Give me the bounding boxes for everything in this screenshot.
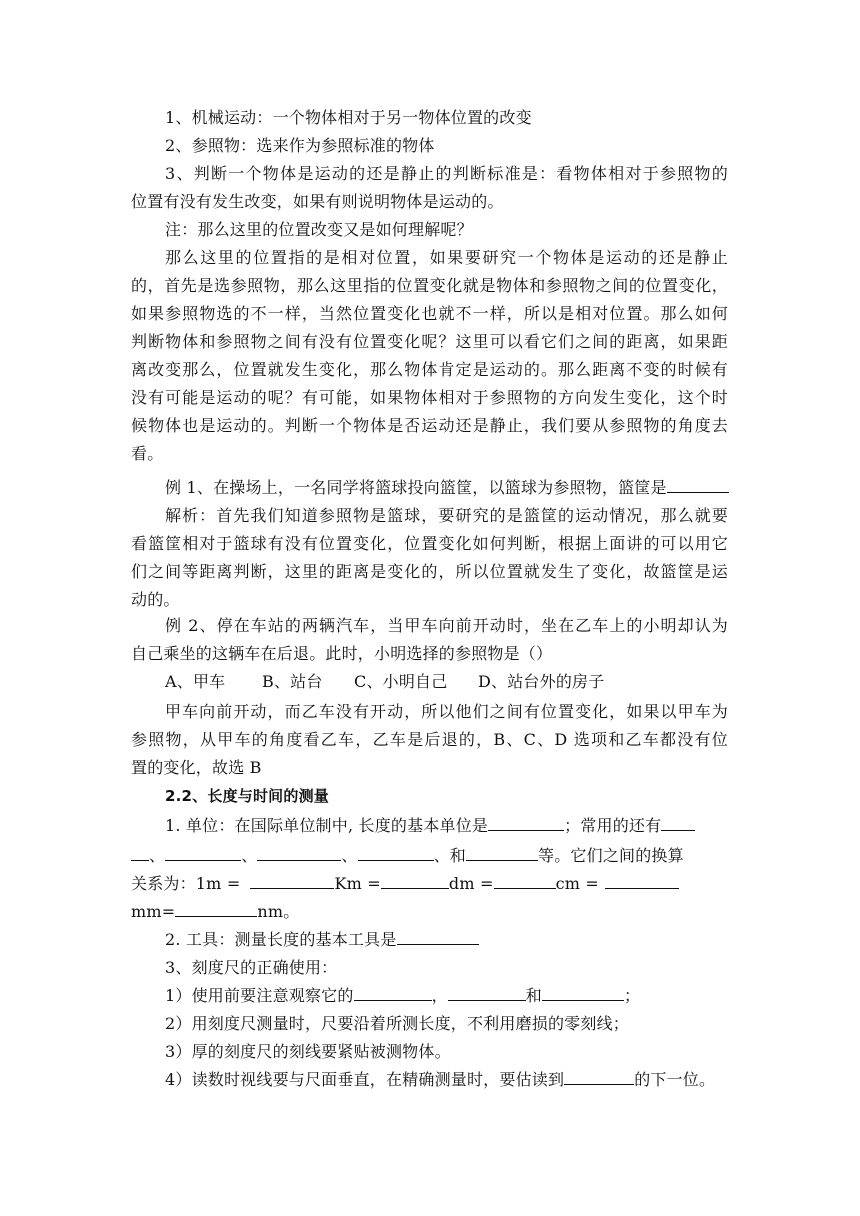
cm-unit: cm =	[555, 874, 600, 893]
division-blank[interactable]	[448, 986, 526, 1001]
example2-analysis-line: 置的变化，故选 B	[131, 758, 262, 777]
unit-line-1b-text: ；常用的还有	[564, 816, 662, 835]
section-heading: 2.2、长度与时间的测量	[165, 787, 329, 805]
unit-line-2	[131, 846, 684, 866]
common-unit-blank-1b[interactable]	[131, 846, 149, 861]
ruler-item-4-text: 4）读数时视线要与尺面垂直，在精确测量时，要估读到	[165, 1070, 565, 1089]
example1-analysis-line: 看篮筐相对于篮球有没有位置变化，位置变化如何判断，根据上面讲的可以用它	[131, 534, 728, 553]
km-blank[interactable]	[250, 874, 334, 889]
example2-analysis-line: 参照物，从甲车的角度看乙车，乙车是后退的，B、C、D 选项和乙车都没有位	[131, 730, 728, 749]
intro-line-3: 3、判断一个物体是运动的还是静止的判断标准是：看物体相对于参照物的	[165, 164, 728, 183]
explanation-line: 没有可能是运动的呢？有可能，如果物体相对于参照物的方向发生变化，这个时	[131, 388, 728, 407]
dm-unit: dm =	[448, 874, 494, 893]
intro-line-4: 位置有没有发生改变，如果有则说明物体是运动的。	[131, 192, 504, 211]
common-unit-blank-4[interactable]	[358, 846, 434, 861]
separator: 、	[149, 846, 166, 865]
conversion-prefix: 关系为：1m =	[131, 874, 241, 893]
intro-line-1: 1、机械运动：一个物体相对于另一物体位置的改变	[165, 108, 532, 127]
ruler-heading: 3、刻度尺的正确使用：	[165, 958, 338, 977]
unit-line-1-text: 1. 单位：在国际单位制中, 长度的基本单位是	[165, 816, 489, 835]
answer-blank[interactable]	[667, 478, 729, 493]
example2-question-line: 自己乘坐的这辆车在后退。此时，小明选择的参照物是（）	[131, 644, 553, 663]
common-unit-blank-1a[interactable]	[661, 816, 695, 831]
mm-blank[interactable]	[605, 874, 679, 889]
ruler-item-3: 3）厚的刻度尺的刻线要紧贴被测物体。	[165, 1042, 451, 1061]
option-a: A、甲车	[165, 672, 226, 691]
unit-line-2-end: 等。它们之间的换算	[538, 846, 684, 865]
tool-blank[interactable]	[397, 930, 479, 945]
ruler-item-1	[165, 986, 640, 1006]
separator: 、和	[433, 846, 467, 865]
km-unit: Km =	[334, 874, 381, 893]
note-line: 注：那么这里的位置改变又是如何理解呢？	[165, 220, 473, 239]
ruler-item-4-end: 的下一位。	[634, 1070, 716, 1089]
ruler-item-2: 2）用刻度尺测量时，尺要沿着所测长度，不利用磨损的零刻线；	[165, 1014, 629, 1033]
common-unit-blank-5[interactable]	[466, 846, 538, 861]
nm-blank[interactable]	[175, 902, 257, 917]
example2-question-line: 例 2、停在车站的两辆汽车，当甲车向前开动时，坐在乙车上的小明却认为	[165, 616, 728, 635]
explanation-line: 判断物体和参照物之间有没有位置变化呢？这里可以看它们之间的距离，如果距	[131, 332, 728, 351]
separator: ，	[431, 986, 448, 1005]
mm-unit: mm=	[131, 902, 176, 921]
range-blank[interactable]	[354, 986, 432, 1001]
example1-analysis-line: 解析：首先我们知道参照物是篮球，要研究的是篮筐的运动情况，那么就要	[165, 506, 728, 525]
intro-line-2: 2、参照物：选来作为参照标准的物体	[165, 136, 435, 155]
common-unit-blank-3[interactable]	[257, 846, 341, 861]
explanation-line: 候物体也是运动的。判断一个物体是否运动还是静止，我们要从参照物的角度去	[131, 416, 728, 435]
explanation-line: 那么这里的位置指的是相对位置，如果要研究一个物体是运动的还是静止	[165, 248, 728, 267]
cm-blank[interactable]	[494, 874, 556, 889]
common-unit-blank-2[interactable]	[165, 846, 241, 861]
example2-analysis-line: 甲车向前开动，而乙车没有开动，所以他们之间有位置变化，如果以甲车为	[165, 702, 728, 721]
ruler-item-4	[165, 1070, 715, 1090]
explanation-line: 看。	[131, 444, 164, 463]
conversion-line-1	[131, 874, 679, 894]
conversion-line-2	[131, 902, 299, 922]
explanation-line: 如果参照物选的不一样，当然位置变化也就不一样，所以是相对位置。那么如何	[131, 304, 728, 323]
example1-question	[165, 478, 729, 498]
nm-unit: nm。	[257, 902, 300, 921]
separator: 、	[341, 846, 358, 865]
option-b: B、站台	[262, 672, 323, 691]
dm-blank[interactable]	[381, 874, 449, 889]
base-unit-blank[interactable]	[488, 816, 564, 831]
tool-line-text: 2. 工具：测量长度的基本工具是	[165, 930, 397, 949]
example1-analysis-line: 们之间等距离判断，这里的距离是变化的，所以位置就发生了变化，故篮筐是运	[131, 562, 728, 581]
ruler-item-1-text: 1）使用前要注意观察它的	[165, 986, 354, 1005]
precision-blank[interactable]	[564, 1070, 634, 1085]
separator: 和	[525, 986, 542, 1005]
tool-line	[165, 930, 479, 950]
example1-question-text: 例 1、在操场上，一名同学将篮球投向篮筐，以篮球为参照物，篮筐是	[165, 478, 667, 497]
explanation-line: 的，首先是选参照物，那么这里指的位置变化就是物体和参照物之间的位置变化，	[131, 276, 728, 295]
separator: ；	[624, 986, 641, 1005]
option-c: C、小明自己	[354, 672, 448, 691]
explanation-line: 离改变那么，位置就发生变化，那么物体肯定是运动的。那么距离不变的时候有	[131, 360, 728, 379]
example1-analysis-line: 动的。	[131, 590, 180, 609]
separator: 、	[241, 846, 258, 865]
zero-mark-blank[interactable]	[542, 986, 624, 1001]
option-d: D、站台外的房子	[478, 672, 605, 691]
unit-line-1	[165, 816, 695, 836]
